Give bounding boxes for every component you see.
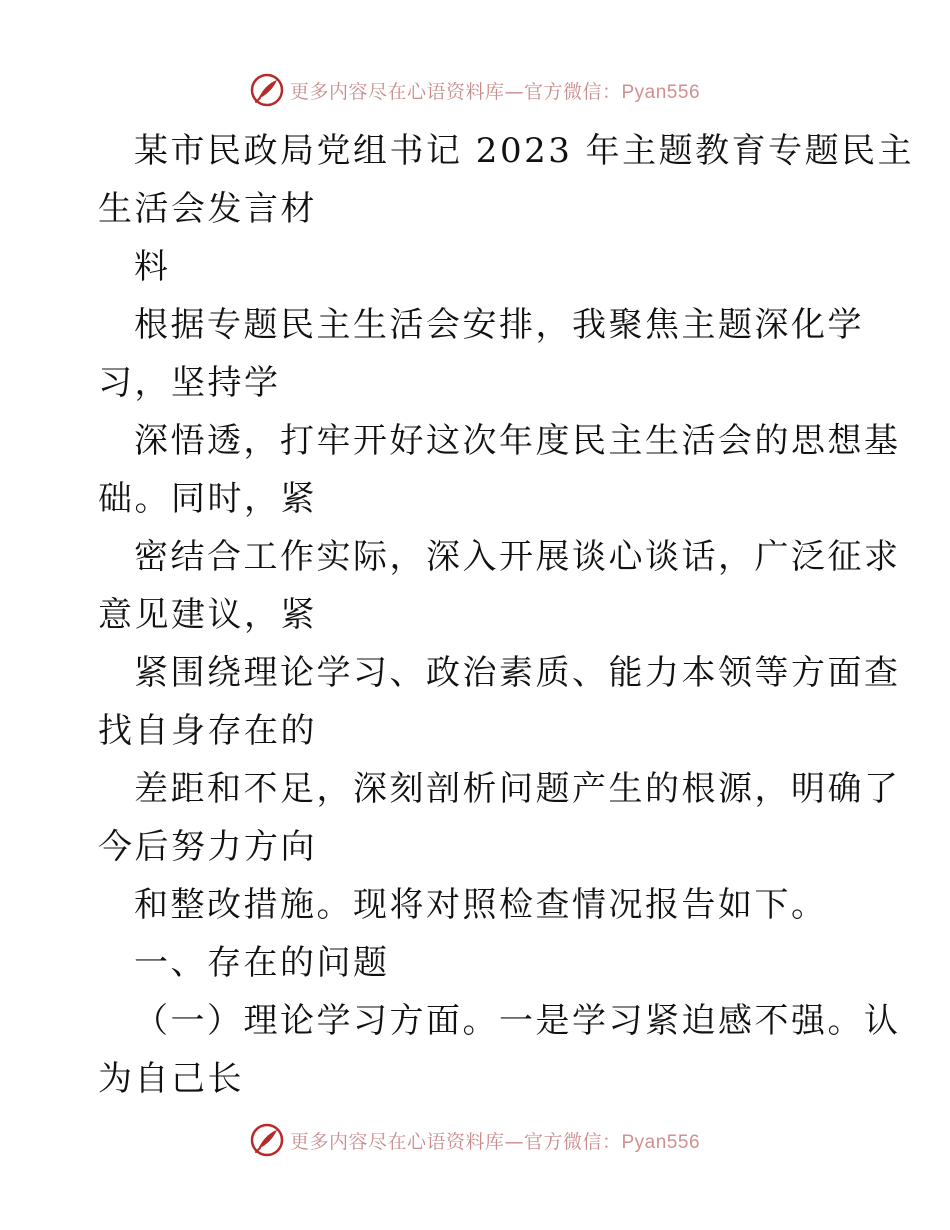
text-line: 紧围绕理论学习、政治素质、能力本领等方面查 xyxy=(134,653,901,693)
text-line: 今后努力方向 xyxy=(98,827,317,867)
header-watermark xyxy=(0,70,950,110)
text-line: 习，坚持学 xyxy=(98,363,281,403)
watermark-text: 更多内容尽在心语资料库—官方微信：Pyan556 xyxy=(289,80,701,103)
text-line: 找自身存在的 xyxy=(98,711,317,751)
text-line: 差距和不足，深刻剖析问题产生的根源，明确了 xyxy=(134,769,901,809)
document-body xyxy=(98,122,915,1108)
text-line: 密结合工作实际，深入开展谈心谈话，广泛征求 xyxy=(134,537,901,577)
watermark-text: 更多内容尽在心语资料库—官方微信：Pyan556 xyxy=(289,1130,701,1153)
feather-pen-logo-icon xyxy=(250,1123,284,1157)
text-line: 根据专题民主生活会安排，我聚焦主题深化学 xyxy=(134,305,864,345)
text-line: 和整改措施。现将对照检查情况报告如下。 xyxy=(134,885,828,925)
text-line: （一）理论学习方面。一是学习紧迫感不强。认 xyxy=(134,1001,901,1041)
text-line: 料 xyxy=(134,247,171,287)
text-line: 意见建议，紧 xyxy=(98,595,317,635)
text-line: 为自己长 xyxy=(98,1059,244,1099)
text-line: 础。同时，紧 xyxy=(98,479,317,519)
text-line: 生活会发言材 xyxy=(98,189,317,229)
feather-pen-logo-icon xyxy=(250,73,284,107)
text-line: 深悟透，打牢开好这次年度民主生活会的思想基 xyxy=(134,421,901,461)
section-heading: 一、存在的问题 xyxy=(134,943,390,983)
text-line: 某市民政局党组书记 2023 年主题教育专题民主 xyxy=(134,131,915,171)
footer-watermark xyxy=(0,1120,950,1160)
